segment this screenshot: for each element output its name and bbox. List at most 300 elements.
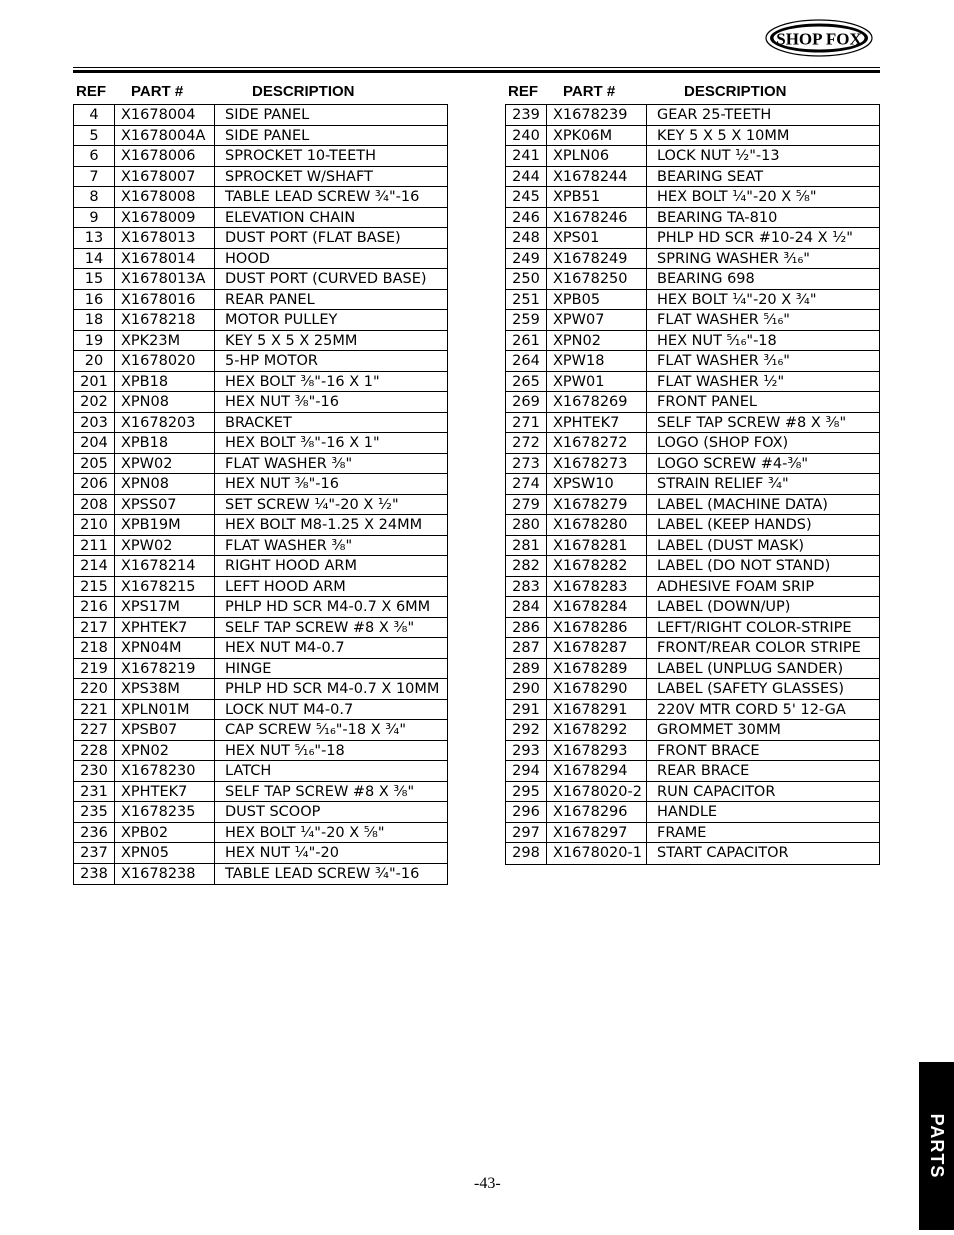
logo-text: SHOP FOX <box>776 29 862 49</box>
table-row <box>74 843 447 864</box>
table-row <box>74 761 447 782</box>
part-number-cell: X1678246 <box>547 208 647 228</box>
part-number-cell: XPHTEK7 <box>547 413 647 433</box>
table-row <box>74 864 447 885</box>
ref-cell: 295 <box>506 782 547 802</box>
ref-cell: 241 <box>506 146 547 166</box>
ref-cell: 239 <box>506 105 547 125</box>
part-number-cell: X1678218 <box>115 310 215 330</box>
table-row <box>506 679 879 700</box>
part-number-cell: XPS38M <box>115 679 215 699</box>
ref-cell: 220 <box>74 679 115 699</box>
table-row <box>74 741 447 762</box>
table-row <box>506 556 879 577</box>
ref-cell: 20 <box>74 351 115 371</box>
table-row <box>506 351 879 372</box>
description-cell: HINGE <box>225 660 272 677</box>
table-row <box>74 536 447 557</box>
description-cell: FRONT/REAR COLOR STRIPE <box>657 640 861 656</box>
table-row <box>506 249 879 270</box>
ref-cell: 206 <box>74 474 115 494</box>
ref-cell: 235 <box>74 802 115 822</box>
section-tab <box>919 1062 954 1230</box>
part-number-cell: X1678239 <box>547 105 647 125</box>
table-row <box>506 392 879 413</box>
table-row <box>74 372 447 393</box>
table-row <box>74 495 447 516</box>
part-number-cell: XPB51 <box>547 187 647 207</box>
ref-cell: 287 <box>506 638 547 658</box>
description-cell: HEX BOLT M8-1.25 X 24MM <box>225 517 423 533</box>
table-row <box>74 556 447 577</box>
table-row <box>74 208 447 229</box>
part-number-cell: X1678008 <box>115 187 215 207</box>
table-row <box>74 249 447 270</box>
part-number-cell: XPN08 <box>115 392 215 412</box>
part-number-cell: XPK23M <box>115 331 215 351</box>
description-cell: LATCH <box>225 763 272 779</box>
description-cell: HEX NUT ³⁄₈"-16 <box>225 394 339 410</box>
description-cell: LEFT/RIGHT COLOR-STRIPE <box>657 619 852 636</box>
part-number-cell: X1678214 <box>115 556 215 576</box>
part-number-cell: XPN02 <box>115 741 215 761</box>
part-number-cell: X1678282 <box>547 556 647 576</box>
table-row <box>74 802 447 823</box>
description-cell: LABEL (DOWN/UP) <box>657 599 791 615</box>
description-cell: REAR PANEL <box>225 291 315 308</box>
description-cell: FLAT WASHER ⁵⁄₁₆" <box>657 312 790 328</box>
table-row <box>506 638 879 659</box>
ref-cell: 248 <box>506 228 547 248</box>
table-row <box>506 290 879 311</box>
part-number-cell: XPW02 <box>115 454 215 474</box>
part-number-cell: XPB02 <box>115 823 215 843</box>
column-header-part: PART # <box>131 83 184 100</box>
part-number-cell: XPK06M <box>547 126 647 146</box>
part-number-cell: X1678280 <box>547 515 647 535</box>
ref-cell: 282 <box>506 556 547 576</box>
description-cell: DUST SCOOP <box>225 804 321 820</box>
part-number-cell: X1678014 <box>115 249 215 269</box>
part-number-cell: XPHTEK7 <box>115 782 215 802</box>
description-cell: ADHESIVE FOAM SRIP <box>657 578 815 595</box>
description-cell: REAR BRACE <box>657 763 750 779</box>
description-cell: LABEL (DUST MASK) <box>657 537 805 554</box>
column-header-part: PART # <box>563 83 616 100</box>
description-cell: SPROCKET 10-TEETH <box>225 148 376 164</box>
description-cell: KEY 5 X 5 X 10MM <box>657 127 790 144</box>
table-row <box>74 659 447 680</box>
ref-cell: 290 <box>506 679 547 699</box>
part-number-cell: X1678281 <box>547 536 647 556</box>
part-number-cell: X1678020-1 <box>547 843 647 864</box>
part-number-cell: X1678004 <box>115 105 215 125</box>
page-number: -43- <box>474 1175 501 1192</box>
ref-cell: 272 <box>506 433 547 453</box>
description-cell: HANDLE <box>657 804 718 820</box>
part-number-cell: X1678297 <box>547 823 647 843</box>
part-number-cell: X1678291 <box>547 700 647 720</box>
table-row <box>74 700 447 721</box>
table-row <box>506 372 879 393</box>
table-row <box>506 433 879 454</box>
ref-cell: 245 <box>506 187 547 207</box>
part-number-cell: X1678284 <box>547 597 647 617</box>
table-row <box>74 782 447 803</box>
part-number-cell: X1678272 <box>547 433 647 453</box>
part-number-cell: X1678013A <box>115 269 215 289</box>
ref-cell: 249 <box>506 249 547 269</box>
part-number-cell: X1678007 <box>115 167 215 187</box>
table-row <box>506 515 879 536</box>
table-row <box>74 146 447 167</box>
column-header-ref: REF <box>508 83 538 100</box>
description-cell: LABEL (UNPLUG SANDER) <box>657 660 844 677</box>
ref-cell: 16 <box>74 290 115 310</box>
part-number-cell: X1678006 <box>115 146 215 166</box>
table-row <box>506 126 879 147</box>
part-number-cell: X1678289 <box>547 659 647 679</box>
description-cell: HEX BOLT ¹⁄₄"-20 X ³⁄₄" <box>657 291 817 308</box>
part-number-cell: X1678020-2 <box>547 782 647 802</box>
part-number-cell: XPN04M <box>115 638 215 658</box>
table-row <box>74 454 447 475</box>
description-cell: LABEL (DO NOT STAND) <box>657 558 831 574</box>
description-cell: BEARING 698 <box>657 271 755 287</box>
parts-table-left <box>73 104 448 885</box>
description-cell: SELF TAP SCREW #8 X ³⁄₈" <box>657 414 847 431</box>
description-cell: 220V MTR CORD 5' 12-GA <box>657 701 846 718</box>
ref-cell: 269 <box>506 392 547 412</box>
description-cell: HEX BOLT ¹⁄₄"-20 X ⁵⁄₈" <box>657 189 817 205</box>
description-cell: DUST PORT (FLAT BASE) <box>225 230 401 246</box>
table-row <box>74 228 447 249</box>
column-header-ref: REF <box>76 83 106 100</box>
part-number-cell: XPW18 <box>547 351 647 371</box>
table-row <box>506 761 879 782</box>
description-cell: LOGO (SHOP FOX) <box>657 435 789 451</box>
ref-cell: 251 <box>506 290 547 310</box>
ref-cell: 13 <box>74 228 115 248</box>
shop-fox-logo <box>765 19 873 57</box>
part-number-cell: X1678286 <box>547 618 647 638</box>
table-row <box>506 269 879 290</box>
description-cell: SIDE PANEL <box>225 107 310 123</box>
part-number-cell: XPW02 <box>115 536 215 556</box>
ref-cell: 7 <box>74 167 115 187</box>
description-cell: HEX BOLT ³⁄₈"-16 X 1" <box>225 435 380 451</box>
part-number-cell: X1678290 <box>547 679 647 699</box>
description-cell: MOTOR PULLEY <box>225 312 338 328</box>
ref-cell: 279 <box>506 495 547 515</box>
table-row <box>74 577 447 598</box>
table-row <box>74 392 447 413</box>
part-number-cell: X1678235 <box>115 802 215 822</box>
ref-cell: 240 <box>506 126 547 146</box>
ref-cell: 201 <box>74 372 115 392</box>
ref-cell: 271 <box>506 413 547 433</box>
table-row <box>74 167 447 188</box>
ref-cell: 19 <box>74 331 115 351</box>
description-cell: SELF TAP SCREW #8 X ³⁄₈" <box>225 783 415 800</box>
description-cell: FRONT BRACE <box>657 742 760 759</box>
ref-cell: 291 <box>506 700 547 720</box>
part-number-cell: XPLN06 <box>547 146 647 166</box>
table-row <box>506 310 879 331</box>
part-number-cell: X1678283 <box>547 577 647 597</box>
table-row <box>506 105 879 126</box>
table-row <box>506 495 879 516</box>
part-number-cell: XPSW10 <box>547 474 647 494</box>
table-row <box>74 823 447 844</box>
part-number-cell: X1678273 <box>547 454 647 474</box>
table-row <box>506 208 879 229</box>
description-cell: GROMMET 30MM <box>657 722 781 738</box>
ref-cell: 284 <box>506 597 547 617</box>
part-number-cell: XPN08 <box>115 474 215 494</box>
table-row <box>506 167 879 188</box>
ref-cell: 216 <box>74 597 115 617</box>
description-cell: LOGO SCREW #4-³⁄₈" <box>657 455 809 472</box>
description-cell: FLAT WASHER ³⁄₁₆" <box>657 353 790 369</box>
description-cell: HEX BOLT ¹⁄₄"-20 X ⁵⁄₈" <box>225 824 385 841</box>
table-row <box>506 782 879 803</box>
parts-table-right <box>505 104 880 865</box>
description-cell: LOCK NUT ¹⁄₂"-13 <box>657 148 780 164</box>
table-row <box>74 679 447 700</box>
ref-cell: 281 <box>506 536 547 556</box>
ref-cell: 210 <box>74 515 115 535</box>
part-number-cell: X1678009 <box>115 208 215 228</box>
description-cell: SELF TAP SCREW #8 X ³⁄₈" <box>225 619 415 636</box>
description-cell: PHLP HD SCR M4-0.7 X 6MM <box>225 599 431 615</box>
ref-cell: 231 <box>74 782 115 802</box>
ref-cell: 261 <box>506 331 547 351</box>
description-cell: KEY 5 X 5 X 25MM <box>225 332 358 349</box>
description-cell: ELEVATION CHAIN <box>225 209 356 226</box>
part-number-cell: X1678230 <box>115 761 215 781</box>
part-number-cell: XPSB07 <box>115 720 215 740</box>
part-number-cell: X1678016 <box>115 290 215 310</box>
table-row <box>74 720 447 741</box>
description-cell: SIDE PANEL <box>225 127 310 144</box>
ref-cell: 4 <box>74 105 115 125</box>
description-cell: FRAME <box>657 824 707 841</box>
table-row <box>74 105 447 126</box>
description-cell: LABEL (MACHINE DATA) <box>657 496 828 513</box>
table-row <box>506 228 879 249</box>
description-cell: TABLE LEAD SCREW ³⁄₄"-16 <box>225 865 420 882</box>
description-cell: HEX NUT ³⁄₈"-16 <box>225 476 339 492</box>
description-cell: RUN CAPACITOR <box>657 783 776 800</box>
ref-cell: 297 <box>506 823 547 843</box>
ref-cell: 296 <box>506 802 547 822</box>
table-row <box>506 700 879 721</box>
ref-cell: 211 <box>74 536 115 556</box>
ref-cell: 250 <box>506 269 547 289</box>
table-row <box>506 187 879 208</box>
description-cell: HEX BOLT ³⁄₈"-16 X 1" <box>225 373 380 390</box>
table-row <box>506 146 879 167</box>
part-number-cell: XPHTEK7 <box>115 618 215 638</box>
ref-cell: 292 <box>506 720 547 740</box>
table-row <box>74 618 447 639</box>
table-row <box>506 577 879 598</box>
ref-cell: 8 <box>74 187 115 207</box>
part-number-cell: X1678249 <box>547 249 647 269</box>
description-cell: HEX NUT ⁵⁄₁₆"-18 <box>225 742 345 759</box>
ref-cell: 208 <box>74 495 115 515</box>
table-row <box>506 536 879 557</box>
ref-cell: 214 <box>74 556 115 576</box>
ref-cell: 202 <box>74 392 115 412</box>
table-row <box>74 126 447 147</box>
description-cell: SPROCKET W/SHAFT <box>225 168 373 185</box>
ref-cell: 6 <box>74 146 115 166</box>
part-number-cell: X1678287 <box>547 638 647 658</box>
description-cell: RIGHT HOOD ARM <box>225 558 357 574</box>
description-cell: BRACKET <box>225 414 292 431</box>
table-row <box>506 741 879 762</box>
part-number-cell: XPB18 <box>115 433 215 453</box>
table-row <box>74 331 447 352</box>
part-number-cell: XPW01 <box>547 372 647 392</box>
ref-cell: 286 <box>506 618 547 638</box>
part-number-cell: X1678296 <box>547 802 647 822</box>
description-cell: SET SCREW ¹⁄₄"-20 X ¹⁄₂" <box>225 496 399 513</box>
ref-cell: 280 <box>506 515 547 535</box>
ref-cell: 218 <box>74 638 115 658</box>
description-cell: SPRING WASHER ³⁄₁₆" <box>657 250 810 267</box>
part-number-cell: X1678004A <box>115 126 215 146</box>
table-row <box>506 331 879 352</box>
description-cell: LEFT HOOD ARM <box>225 578 346 595</box>
column-header-description: DESCRIPTION <box>252 83 355 100</box>
table-row <box>74 269 447 290</box>
table-row <box>74 515 447 536</box>
table-row <box>506 618 879 639</box>
ref-cell: 18 <box>74 310 115 330</box>
part-number-cell: XPB18 <box>115 372 215 392</box>
ref-cell: 265 <box>506 372 547 392</box>
part-number-cell: XPN02 <box>547 331 647 351</box>
ref-cell: 246 <box>506 208 547 228</box>
ref-cell: 244 <box>506 167 547 187</box>
description-cell: GEAR 25-TEETH <box>657 107 772 123</box>
table-row <box>506 474 879 495</box>
ref-cell: 221 <box>74 700 115 720</box>
part-number-cell: X1678203 <box>115 413 215 433</box>
ref-cell: 274 <box>506 474 547 494</box>
table-row <box>506 454 879 475</box>
ref-cell: 264 <box>506 351 547 371</box>
part-number-cell: X1678293 <box>547 741 647 761</box>
table-row <box>74 638 447 659</box>
part-number-cell: X1678238 <box>115 864 215 885</box>
description-cell: START CAPACITOR <box>657 845 789 861</box>
part-number-cell: XPSS07 <box>115 495 215 515</box>
description-cell: FLAT WASHER ¹⁄₂" <box>657 373 785 390</box>
table-row <box>74 351 447 372</box>
header-rule-thick <box>73 70 880 73</box>
table-row <box>74 413 447 434</box>
part-number-cell: X1678013 <box>115 228 215 248</box>
part-number-cell: X1678292 <box>547 720 647 740</box>
ref-cell: 294 <box>506 761 547 781</box>
description-cell: STRAIN RELIEF ³⁄₄" <box>657 476 789 492</box>
description-cell: LOCK NUT M4-0.7 <box>225 701 354 718</box>
ref-cell: 205 <box>74 454 115 474</box>
part-number-cell: X1678269 <box>547 392 647 412</box>
table-row <box>74 187 447 208</box>
ref-cell: 5 <box>74 126 115 146</box>
table-row <box>74 433 447 454</box>
ref-cell: 15 <box>74 269 115 289</box>
part-number-cell: X1678215 <box>115 577 215 597</box>
description-cell: TABLE LEAD SCREW ³⁄₄"-16 <box>225 189 420 205</box>
part-number-cell: XPLN01M <box>115 700 215 720</box>
ref-cell: 298 <box>506 843 547 864</box>
section-tab-label: PARTS <box>926 1113 947 1179</box>
description-cell: FRONT PANEL <box>657 394 757 410</box>
ref-cell: 289 <box>506 659 547 679</box>
description-cell: HEX NUT ⁵⁄₁₆"-18 <box>657 332 777 349</box>
ref-cell: 273 <box>506 454 547 474</box>
description-cell: LABEL (KEEP HANDS) <box>657 517 812 533</box>
ref-cell: 203 <box>74 413 115 433</box>
header-rule-thin <box>73 67 880 68</box>
ref-cell: 217 <box>74 618 115 638</box>
description-cell: PHLP HD SCR M4-0.7 X 10MM <box>225 681 440 697</box>
part-number-cell: XPB19M <box>115 515 215 535</box>
table-row <box>74 474 447 495</box>
ref-cell: 293 <box>506 741 547 761</box>
ref-cell: 9 <box>74 208 115 228</box>
part-number-cell: X1678020 <box>115 351 215 371</box>
description-cell: CAP SCREW ⁵⁄₁₆"-18 X ³⁄₄" <box>225 722 406 738</box>
table-row <box>74 597 447 618</box>
description-cell: BEARING TA-810 <box>657 209 778 226</box>
part-number-cell: XPW07 <box>547 310 647 330</box>
description-cell: FLAT WASHER ³⁄₈" <box>225 537 353 554</box>
ref-cell: 215 <box>74 577 115 597</box>
description-cell: 5-HP MOTOR <box>225 353 318 369</box>
part-number-cell: X1678250 <box>547 269 647 289</box>
ref-cell: 227 <box>74 720 115 740</box>
ref-cell: 259 <box>506 310 547 330</box>
table-row <box>506 720 879 741</box>
table-row <box>506 802 879 823</box>
table-row <box>506 823 879 844</box>
ref-cell: 238 <box>74 864 115 885</box>
ref-cell: 219 <box>74 659 115 679</box>
description-cell: LABEL (SAFETY GLASSES) <box>657 681 844 697</box>
part-number-cell: X1678219 <box>115 659 215 679</box>
part-number-cell: XPN05 <box>115 843 215 863</box>
part-number-cell: XPS01 <box>547 228 647 248</box>
part-number-cell: XPS17M <box>115 597 215 617</box>
ref-cell: 204 <box>74 433 115 453</box>
description-cell: FLAT WASHER ³⁄₈" <box>225 455 353 472</box>
description-cell: PHLP HD SCR #10-24 X ¹⁄₂" <box>657 230 853 246</box>
part-number-cell: X1678294 <box>547 761 647 781</box>
description-cell: HEX NUT M4-0.7 <box>225 640 345 656</box>
part-number-cell: X1678279 <box>547 495 647 515</box>
table-row <box>74 290 447 311</box>
column-header-description: DESCRIPTION <box>684 83 787 100</box>
table-row <box>506 413 879 434</box>
table-row <box>506 843 879 864</box>
